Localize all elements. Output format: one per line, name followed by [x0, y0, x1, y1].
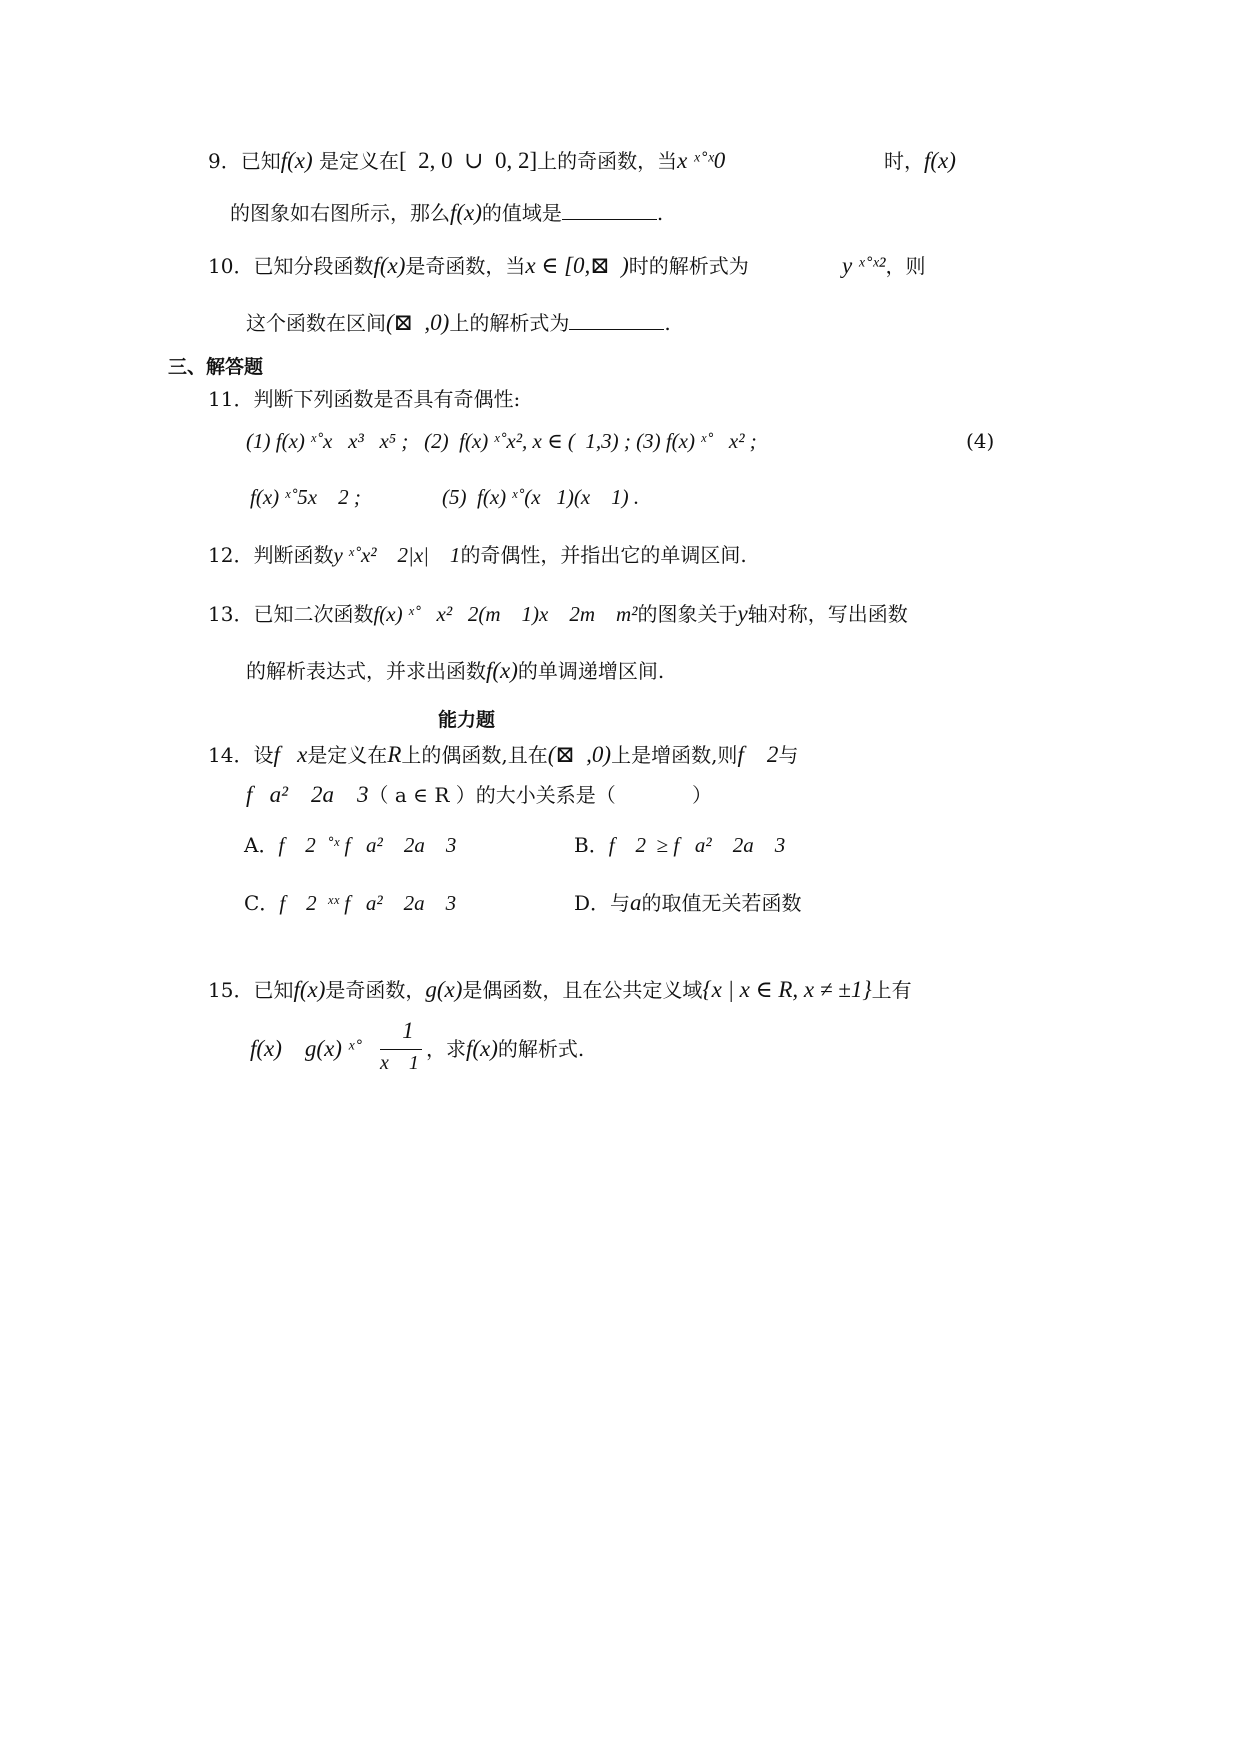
- q14-text-c: 上的偶函数,且在: [401, 743, 548, 767]
- q13-text-e: 的单调递增区间.: [517, 659, 665, 683]
- q11-part5: (5) f(x) ˣ˚(x 1)(x 1) .: [442, 485, 640, 509]
- q14-option-d-var: a: [630, 890, 642, 915]
- q13-text-a: 13．已知二次函数: [208, 602, 374, 626]
- q9-period: .: [656, 201, 664, 225]
- q15-text-a: 15．已知: [208, 978, 294, 1002]
- q10-answer-blank[interactable]: [569, 309, 664, 330]
- q14-text-e: 与: [778, 743, 799, 767]
- q9-text-f: 的值域是: [481, 201, 562, 225]
- q9-domain: [ 2, 0 ∪ 0, 2]: [399, 148, 538, 173]
- q14-line2: [246, 780, 712, 810]
- q14-option-c[interactable]: [244, 888, 456, 918]
- q14-option-c-label: C．: [244, 891, 280, 915]
- q9-line2: [230, 198, 663, 228]
- q14-option-d-text-b: 的取值无关若函数: [641, 891, 802, 915]
- q11-parts-1-3: (1) f(x) ˣ˚x x³ x⁵ ; (2) f(x) ˣ˚x², x ∈ ( 1,3) ; (3) f(x) ˣ˚ x² ;: [246, 429, 757, 453]
- section-title-solutions: 三、解答题: [168, 356, 264, 378]
- q15-text-c: 是偶函数，且在公共定义域: [462, 978, 703, 1002]
- q14-option-b[interactable]: [574, 830, 785, 860]
- q10-text-d: ，则: [885, 254, 926, 278]
- q14-option-a-text: f 2 ˚ˣ f a² 2a 3: [278, 833, 457, 857]
- q12-text-b: 的奇偶性，并指出它的单调区间.: [460, 543, 747, 567]
- q10-line1: [208, 251, 749, 281]
- section-title-ability: 能力题: [438, 709, 496, 731]
- q13-fx: f(x): [486, 658, 518, 683]
- q15-text-e: ，求: [426, 1037, 466, 1061]
- q15-text-d: 上有: [871, 978, 912, 1002]
- q14-option-b-text: f 2 ≥ f a² 2a 3: [608, 833, 786, 857]
- q14-line1: [208, 740, 798, 770]
- q9-text-c: 上的奇函数，当: [537, 149, 678, 173]
- q10-line1-tail: [842, 251, 926, 281]
- q15-frac-line: [380, 1049, 422, 1050]
- q14-f-expr: f a² 2a 3: [246, 782, 369, 807]
- q14-option-a-label: A．: [244, 833, 279, 857]
- q9-text-b: 是定义在: [312, 149, 400, 173]
- q10-interval: (⊠ ,0): [386, 310, 450, 335]
- q15-line1: [208, 975, 912, 1005]
- q10-condition: x ∈ [0,⊠ ): [525, 253, 629, 278]
- q15-expr: f(x) g(x) ˣ˚: [250, 1036, 362, 1061]
- q14-option-b-label: B．: [574, 833, 609, 857]
- q10-fx: f(x): [373, 253, 406, 278]
- q15-domain-set: {x | x ∈ R, x ≠ ±1}: [702, 977, 872, 1002]
- q9-fx3: f(x): [450, 200, 482, 225]
- q13-line1: [208, 599, 908, 629]
- q15-fx2: f(x): [466, 1036, 498, 1061]
- q10-text-b: 是奇函数，当: [405, 254, 526, 278]
- q10-text-e: 这个函数在区间: [246, 311, 386, 335]
- q10-text-c: 时的解析式为: [628, 254, 749, 278]
- q9-line1: [208, 146, 725, 176]
- q15-fx: f(x): [293, 977, 326, 1002]
- q14-option-a[interactable]: [244, 830, 456, 860]
- q14-option-d-label: D．: [574, 891, 611, 915]
- q10-expr: y ˣ˚ˣ²: [842, 253, 886, 278]
- q13-text-b: 的图象关于: [637, 602, 738, 626]
- q9-text-d: 时，: [884, 149, 924, 173]
- q11-intro: 11．判断下列函数是否具有奇偶性:: [208, 387, 521, 411]
- q15-frac-numerator: 1: [402, 1018, 414, 1043]
- q14-option-c-text: f 2 ˣˣ f a² 2a 3: [279, 891, 457, 915]
- q10-period: .: [664, 311, 671, 335]
- q9-answer-blank[interactable]: [562, 199, 657, 220]
- q9-line1-tail: [884, 146, 956, 176]
- q14-interval: (⊠ ,0): [547, 742, 612, 767]
- q14-text-d: 上是增函数,则: [611, 743, 738, 767]
- q15-frac-denominator: x 1: [380, 1052, 419, 1074]
- q9-condition: x ˣ˚ˣ0: [677, 148, 726, 173]
- q15-text-b: 是奇函数，: [325, 978, 426, 1002]
- q9-fx: f(x): [280, 148, 313, 173]
- q15-gx: g(x): [425, 977, 463, 1002]
- q10-text-a: 10．已知分段函数: [208, 254, 374, 278]
- q11-part4: f(x) ˣ˚5x 2 ;: [250, 485, 361, 509]
- q10-text-f: 上的解析式为: [449, 311, 570, 335]
- q14-text-f: 的大小关系是（ ）: [475, 783, 713, 807]
- q12-text-a: 12．判断函数: [208, 543, 334, 567]
- q13-text-d: 的解析表达式，并求出函数: [246, 659, 486, 683]
- q15-line2-tail: [426, 1034, 584, 1064]
- q10-line2: [246, 308, 671, 338]
- q14-option-d[interactable]: [574, 888, 802, 918]
- q14-fx: f x: [273, 742, 308, 767]
- q9-fx2: f(x): [924, 148, 956, 173]
- q13-y: y: [737, 601, 748, 626]
- q14-text-a: 14．设: [208, 743, 274, 767]
- q14-R: R: [387, 742, 402, 767]
- q14-text-b: 是定义在: [307, 743, 388, 767]
- q14-option-d-text-a: 与: [610, 891, 631, 915]
- q12-line: [208, 540, 747, 570]
- q11-part4-label: (4): [966, 429, 995, 453]
- q9-text-e: 的图象如右图所示，那么: [230, 201, 450, 225]
- q13-text-c: 轴对称，写出函数: [747, 602, 908, 626]
- q13-line2: [246, 656, 664, 686]
- q14-condition: （ a ∈ R ）: [368, 783, 476, 807]
- q15-text-f: 的解析式.: [497, 1037, 585, 1061]
- q9-text-a: 9．已知: [208, 149, 281, 173]
- q12-expr: y ˣ˚x² 2|x| 1: [333, 543, 461, 567]
- q14-f-neg2: f 2: [737, 742, 779, 767]
- q13-expr: f(x) ˣ˚ x² 2(m 1)x 2m m²: [373, 602, 638, 626]
